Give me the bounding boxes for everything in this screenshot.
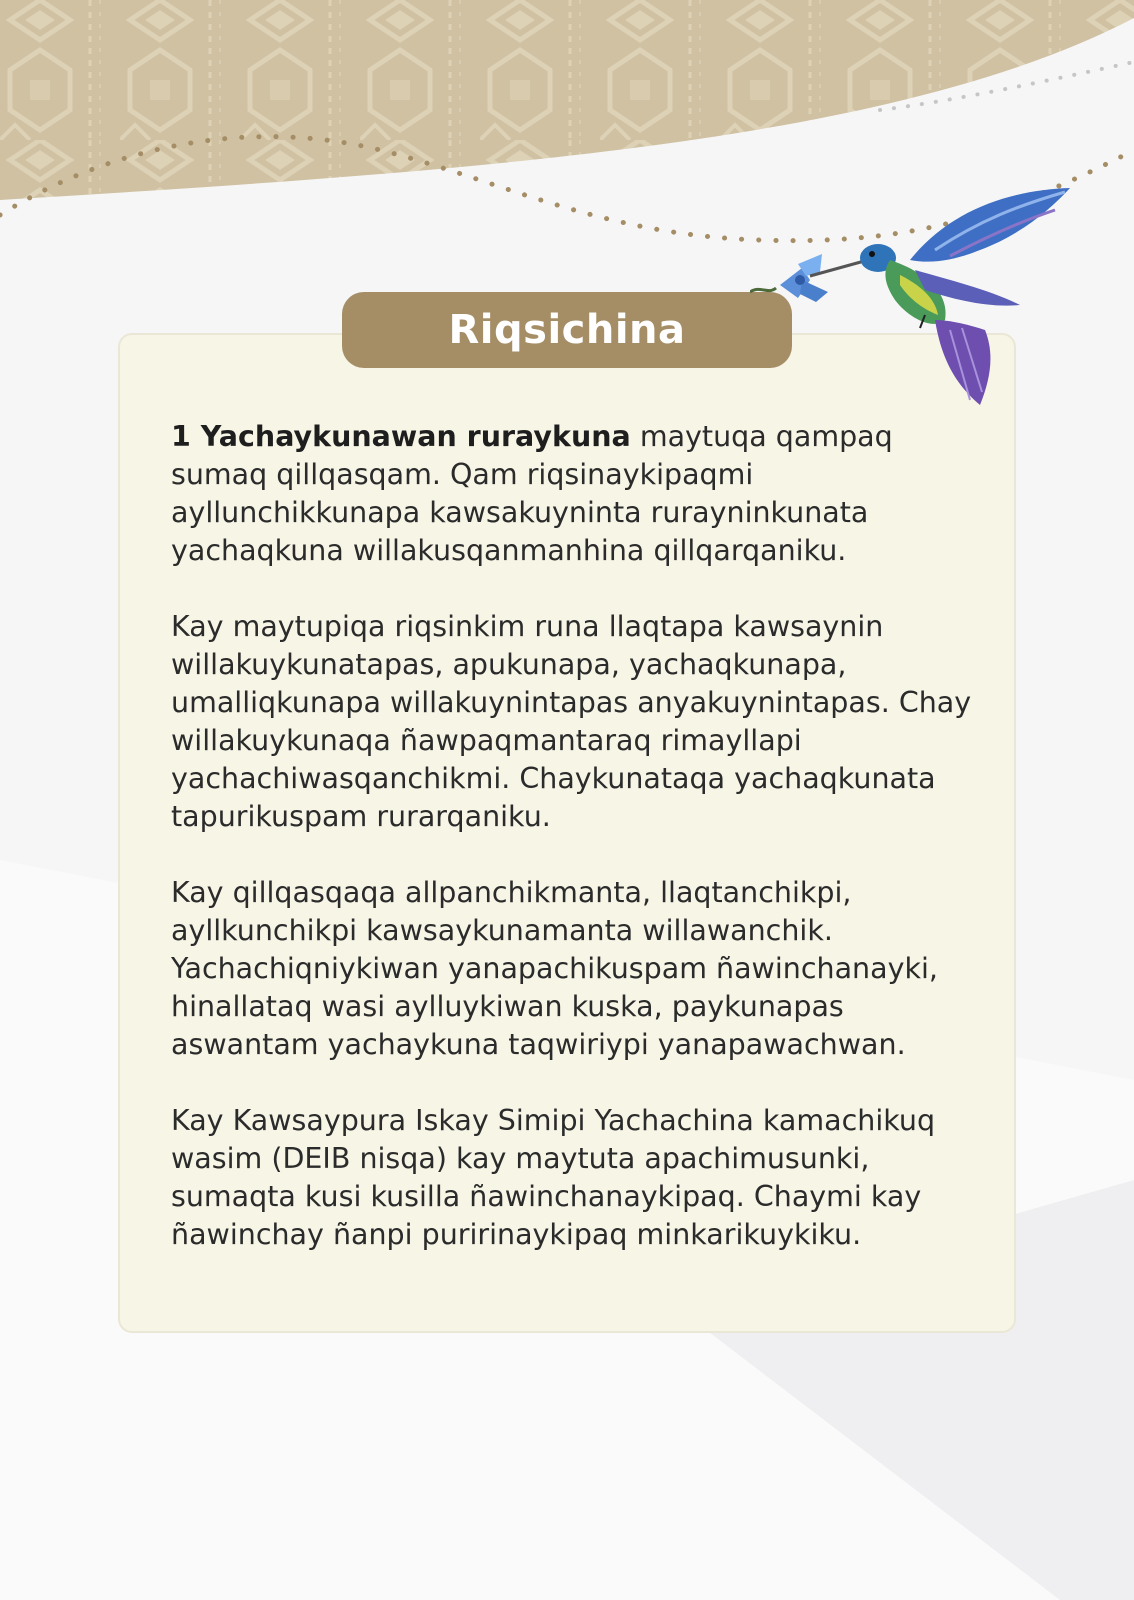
book-title: 1 Yachaykunawan ruraykuna xyxy=(171,420,631,453)
intro-text xyxy=(171,418,981,1292)
paragraph-4: Kay Kawsaypura Iskay Simipi Yachachina kamachikuq wasim (DEIB nisqa) kay maytuta apachimusunki, sumaqta kusi kusilla ñawinchanaykipaq. Chaymi kay ñawinchay ñanpi puririnaykipaq minkarikuykiku. xyxy=(171,1104,936,1251)
title-badge xyxy=(342,292,792,368)
blue-flower xyxy=(780,254,828,302)
paragraph-1 xyxy=(171,418,981,570)
paragraph-1-text: maytuqa qampaq sumaq qillqasqam. Qam riqsinaykipaqmi ayllunchikkunapa kawsakuyninta rurayninkunata yachaqkuna willakusqanmanhina qillqarqaniku. xyxy=(171,420,893,567)
page-title: Riqsichina xyxy=(448,307,686,353)
hummingbird-illustration xyxy=(750,180,1100,420)
paragraph-3: Kay qillqasqaqa allpanchikmanta, llaqtanchikpi, ayllkunchikpi kawsaykunamanta willawanchik. Yachachiqniykiwan yanapachikuspam ñawinchanayki, hinallataq wasi aylluykiwan kuska, paykunapas aswantam yachaykuna taqwiriypi yanapawachwan. xyxy=(171,876,938,1061)
paragraph-2: Kay maytupiqa riqsinkim runa llaqtapa kawsaynin willakuykunatapas, apukunapa, yachaqkunapa, umalliqkunapa willakuynintapas anyakuynintapas. Chay willakuykunaqa ñawpaqmantaraq rimayllapi yachachiwasqanchikmi. Chaykunataqa yachaqkunata tapurikuspam rurarqaniku. xyxy=(171,610,972,833)
